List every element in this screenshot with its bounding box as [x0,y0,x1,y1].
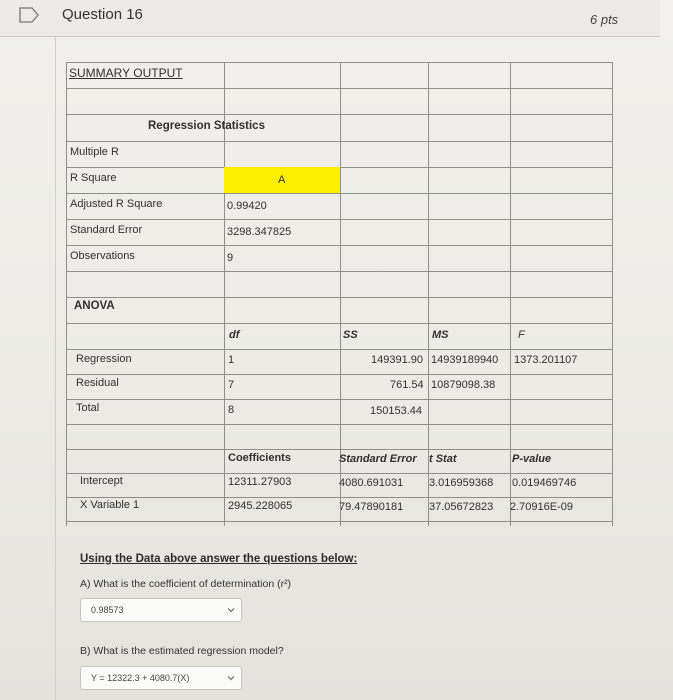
anova-ss-total: 150153.44 [370,405,422,417]
coef-label-x-variable: X Variable 1 [80,499,140,511]
anova-col-ms: MS [432,329,449,341]
coef-se-intercept: 4080.691031 [339,477,404,489]
flag-icon[interactable] [18,6,40,24]
question-header [0,0,660,37]
coef-label-intercept: Intercept [80,475,123,487]
answer-b-dropdown[interactable] [80,666,242,690]
stat-value-observations: 9 [227,252,234,264]
anova-df-total: 8 [228,404,235,416]
answer-a-selected: 0.98573 [91,605,124,615]
stat-label-observations: Observations [70,250,135,262]
anova-col-f: F [518,329,525,341]
anova-df-residual: 7 [228,379,235,391]
stat-value-adj-r-square: 0.99420 [227,200,267,212]
stat-value-std-error: 3298.347825 [227,226,292,238]
regression-stats-heading: Regression Statistics [148,120,265,132]
question-points: 6 pts [590,12,619,27]
coef-value-intercept: 12311.27903 [228,476,292,488]
prompt-title: Using the Data above answer the questions below: [80,553,358,565]
anova-heading: ANOVA [74,300,115,312]
anova-label-regression: Regression [76,353,132,365]
anova-df-regression: 1 [228,354,235,366]
coef-p-intercept: 0.019469746 [512,477,577,489]
stat-label-r-square: R Square [70,172,117,184]
anova-label-residual: Residual [76,377,119,389]
anova-f-regression: 1373.201107 [514,354,578,366]
stat-label-multiple-r: Multiple R [70,146,119,158]
question-a-text: A) What is the coefficient of determination (r²) [80,578,292,590]
coef-t-x-variable: 37.05672823 [429,501,494,513]
coef-col-coefficients: Coefficients [228,452,291,464]
answer-b-selected: Y = 12322.3 + 4080.7(X) [91,673,190,683]
anova-ms-regression: 14939189940 [431,354,499,366]
stat-label-adj-r-square: Adjusted R Square [70,198,163,210]
anova-label-total: Total [76,402,100,414]
summary-heading: SUMMARY OUTPUT [69,66,183,80]
anova-ms-residual: 10879098.38 [431,379,496,391]
chevron-down-icon [227,606,235,614]
anova-col-ss: SS [343,329,358,341]
chevron-down-icon [227,674,235,682]
coef-col-std-error: Standard Error [339,453,417,465]
coef-value-x-variable: 2945.228065 [228,500,293,512]
answer-a-dropdown[interactable] [80,598,242,622]
question-title: Question 16 [62,6,143,23]
coef-p-x-variable: 2.70916E-09 [510,501,573,513]
anova-ss-residual: 761.54 [390,379,424,391]
question-b-text: B) What is the estimated regression model? [80,645,284,657]
coef-t-intercept: 3.016959368 [429,477,494,489]
stat-value-r-square: A [278,174,286,186]
coef-col-t-stat: t Stat [429,453,457,465]
coef-se-x-variable: 79.47890181 [339,501,404,513]
anova-ss-regression: 149391.90 [371,354,423,366]
anova-col-df: df [229,329,240,341]
coef-col-p-value: P-value [512,453,552,465]
stat-label-std-error: Standard Error [70,224,143,236]
